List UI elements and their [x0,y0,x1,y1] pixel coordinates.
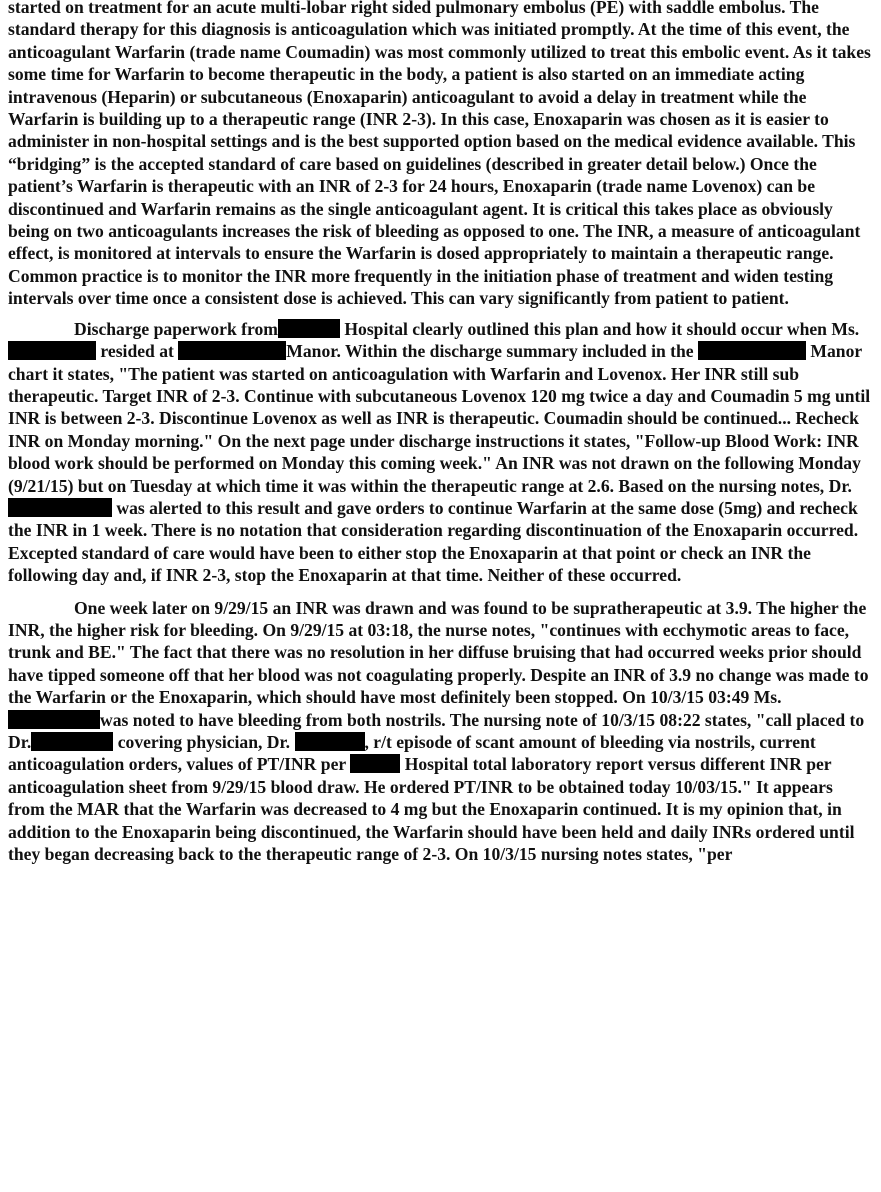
paragraph-3-text-4: , r/t episode of scant amount of bleeding via nostrils, current anticoagulation orders, values of PT/INR per [8,732,816,775]
redaction-box [8,341,96,360]
redaction-box [350,754,400,773]
paragraph-2-text-3: resided at [100,341,174,362]
paragraph-1-text: started on treatment for an acute multi-lobar right sided pulmonary embolus (PE) with saddle embolus. The standard therapy for this diagnosis is anticoagulation which was initiated promptly. At the time of this event, the anticoagulant Warfarin (trade name Coumadin) was most commonly utilized to treat this embolic event. As it takes some time for Warfarin to become therapeutic in the body, a patient is also started on an immediate acting intravenous (Heparin) or subcutaneous (Enoxaparin) anticoagulant to avoid a delay in treatment while the Warfarin is building up to a therapeutic range (INR 2-3). In this case, Enoxaparin was chosen as it is easier to administer in non-hospital settings and is the best supported option based on the medical evidence available. This “bridging” is the accepted standard of care based on guidelines (described in greater detail below.) Once the patient’s Warfarin is therapeutic with an INR of 2-3 for 24 hours, Enoxaparin (trade name Lovenox) can be discontinued and Warfarin remains as the single anticoagulant agent. It is critical this takes place as obviously being on two anticoagulants increases the risk of bleeding as opposed to one. The INR, a measure of anticoagulant effect, is monitored at intervals to ensure the Warfarin is dosed appropriately to maintain a therapeutic range. Common practice is to monitor the INR more frequently in the initiation phase of treatment and widen testing intervals over time once a consistent dose is achieved. This can vary significantly from patient to patient. [8,0,871,309]
paragraph-3-text-5: Hospital total laboratory report versus different INR per anticoagulation sheet from 9/29/15 blood draw. He ordered PT/INR to be obtained today 10/03/15." It appears from the MAR that the Warfarin was decreased to 4 mg but the Enoxaparin continued. It is my opinion that, in addition to the Enoxaparin being discontinued, the Warfarin should have been held and daily INRs ordered until they began decreasing back to the therapeutic range of 2-3. On 10/3/15 nursing notes states, "per [8,754,855,865]
redaction-box [698,341,806,360]
paragraph-1 [8,0,871,310]
paragraph-2-text-5: Manor chart it states, "The patient was started on anticoagulation with Warfarin and Lovenox. Her INR still sub therapeutic. Target INR of 2-3. Continue with subcutaneous Lovenox 120 mg twice a day and Coumadin 5 mg until INR is between 2-3. Discontinue Lovenox as well as INR is therapeutic. Coumadin should be continued... Recheck INR on Monday morning." On the next page under discharge instructions it states, "Follow-up Blood Work: INR blood work should be performed on Monday this coming week." An INR was not drawn on the following Monday (9/21/15) but on Tuesday at which time it was within the therapeutic range at 2.6. Based on the nursing notes, Dr. [8,341,871,496]
redaction-box [8,710,100,729]
redaction-box [8,498,112,517]
paragraph-2-text-1: Discharge paperwork from [74,318,278,339]
redaction-box [295,732,365,751]
paragraph-3-text-1: One week later on 9/29/15 an INR was drawn and was found to be supratherapeutic at 3.9. The higher the INR, the higher risk for bleeding. On 9/29/15 at 03:18, the nurse notes, "continues with ecchymotic areas to face, trunk and BE." The fact that there was no resolution in her diffuse bruising that had occurred weeks prior should have tipped someone off that her blood was not coagulating properly. Despite an INR of 3.9 no change was made to the Warfarin or the Enoxaparin, which should have most definitely been stopped. On 10/3/15 03:49 Ms. [8,597,869,708]
paragraph-2-text-6: was alerted to this result and gave orders to continue Warfarin at the same dose (5mg) and recheck the INR in 1 week. There is no notation that consideration regarding discontinuation of the Enoxaparin occurred. Excepted standard of care would have been to either stop the Enoxaparin at that point or check an INR the following day and, if INR 2-3, stop the Enoxaparin at that time. Neither of these occurred. [8,497,859,586]
redaction-box [278,319,340,338]
redaction-box [31,732,113,751]
paragraph-3-text-2: was noted to have bleeding from both nostrils. The nursing note of 10/3/15 08:22 states, "call placed to Dr. [8,709,865,752]
paragraph-2-text-4: Manor. Within the discharge summary included in the [286,341,694,362]
paragraph-3 [8,597,871,866]
redaction-box [178,341,286,360]
paragraph-3-text-3: covering physician, Dr. [117,732,291,752]
paragraph-2-text-2: Hospital clearly outlined this plan and how it should occur when Ms. [344,318,860,339]
paragraph-2 [8,318,871,587]
